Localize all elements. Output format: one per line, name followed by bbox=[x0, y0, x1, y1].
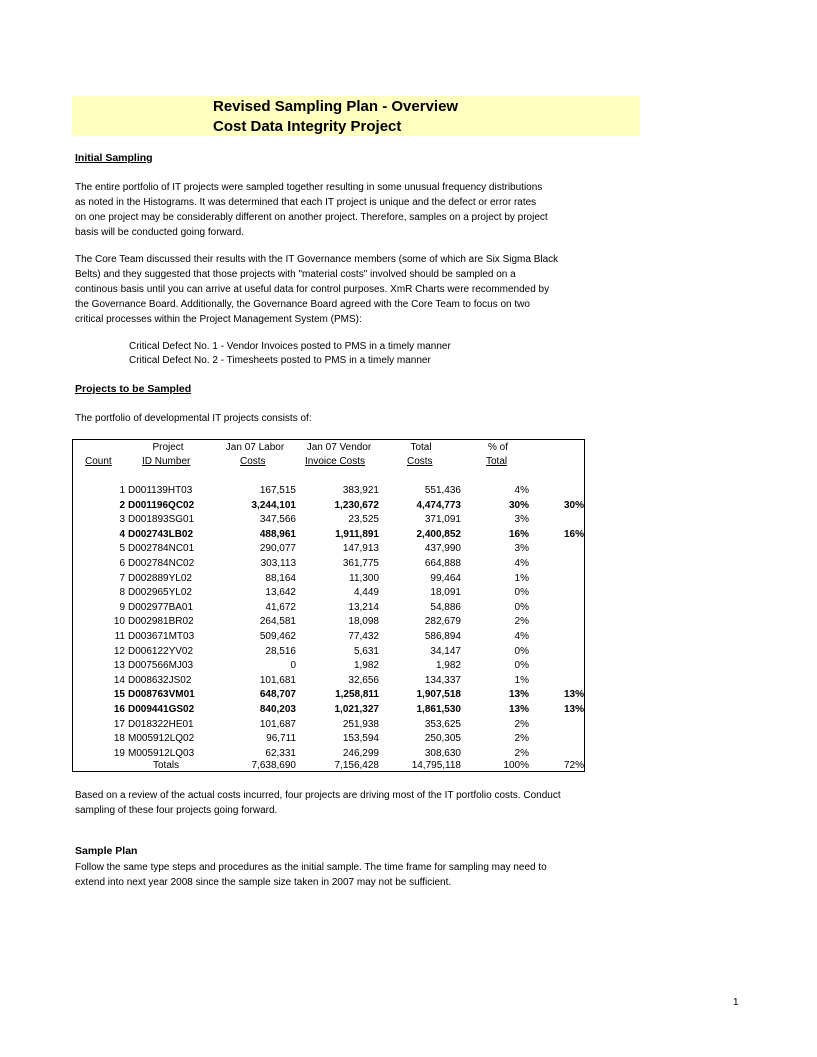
cell-total-costs: 250,305 bbox=[424, 733, 461, 745]
cell-pct-total: 13% bbox=[508, 689, 529, 701]
cell-vendor-costs: 246,299 bbox=[342, 747, 379, 759]
cell-count: 10 bbox=[113, 616, 125, 628]
cell-total-costs: 54,886 bbox=[430, 601, 461, 613]
cell-project-id: D001196QC02 bbox=[128, 499, 195, 511]
cell-project-id: D003671MT03 bbox=[128, 631, 195, 642]
cell-labor-costs: 488,961 bbox=[259, 528, 296, 540]
cell-count: 13 bbox=[113, 660, 125, 672]
initial-sampling-heading: Initial Sampling bbox=[75, 152, 153, 164]
cell-project-id: D002743LB02 bbox=[128, 528, 194, 540]
cell-vendor-costs: 147,913 bbox=[342, 543, 379, 555]
cell-labor-costs: 509,462 bbox=[259, 631, 296, 642]
cell-vendor-costs: 153,594 bbox=[342, 733, 379, 745]
cell-vendor-costs: 23,525 bbox=[348, 514, 379, 526]
project-cost-table bbox=[72, 439, 585, 772]
cell-project-id: D008763VM01 bbox=[128, 689, 195, 701]
initial-sampling-paragraph-2 bbox=[75, 252, 625, 327]
header-invoice-costs: Invoice Costs bbox=[305, 456, 366, 467]
header-total: Total bbox=[410, 442, 432, 453]
cell-project-id: D002965YL02 bbox=[128, 587, 192, 599]
cell-project-id: M005912LQ02 bbox=[128, 733, 195, 745]
cell-vendor-costs: 4,449 bbox=[353, 587, 379, 599]
cell-count: 18 bbox=[113, 733, 125, 745]
header-labor: Jan 07 Labor bbox=[225, 442, 285, 453]
cell-pct-total: 0% bbox=[514, 601, 529, 613]
cell-vendor-costs: 11,300 bbox=[349, 572, 379, 584]
header-pct-total: Total bbox=[486, 456, 508, 467]
cell-total-costs: 1,982 bbox=[435, 660, 461, 672]
cell-pct-total: 2% bbox=[514, 718, 529, 730]
cell-project-id: D002977BA01 bbox=[128, 601, 194, 613]
totals-total: 14,795,118 bbox=[411, 760, 461, 771]
cell-labor-costs: 62,331 bbox=[265, 747, 296, 759]
cell-highlight-pct: 30% bbox=[563, 499, 584, 511]
totals-labor: 7,638,690 bbox=[251, 760, 296, 771]
sample-plan-heading: Sample Plan bbox=[75, 845, 138, 857]
cell-count: 8 bbox=[119, 587, 125, 599]
cell-count: 15 bbox=[113, 689, 125, 701]
paragraph-line: the Governance Board. Additionally, the Governance Board agreed with the Core Team to focus on two bbox=[75, 299, 530, 310]
paragraph-line: critical processes within the Project Management System (PMS): bbox=[75, 314, 362, 325]
cell-pct-total: 2% bbox=[514, 747, 529, 759]
sample-plan-paragraph bbox=[75, 860, 625, 890]
cell-total-costs: 4,474,773 bbox=[416, 499, 461, 511]
cell-total-costs: 99,464 bbox=[430, 572, 461, 584]
cell-project-id: D002981BR02 bbox=[128, 616, 194, 628]
paragraph-line: The entire portfolio of IT projects were sampled together resulting in some unusual frequency distributions bbox=[75, 182, 543, 193]
cell-count: 7 bbox=[119, 572, 125, 584]
cell-total-costs: 134,337 bbox=[424, 674, 461, 686]
cell-pct-total: 2% bbox=[514, 733, 529, 745]
cell-pct-total: 3% bbox=[514, 543, 529, 555]
totals-vendor: 7,156,428 bbox=[334, 760, 379, 771]
conclusion-paragraph bbox=[75, 788, 625, 818]
cell-pct-total: 30% bbox=[508, 499, 529, 511]
cell-pct-total: 0% bbox=[514, 645, 529, 657]
document-title: Revised Sampling Plan - Overview bbox=[213, 98, 459, 115]
cell-project-id: D002889YL02 bbox=[128, 572, 192, 584]
paragraph-line: The portfolio of developmental IT projects consists of: bbox=[75, 413, 312, 424]
cell-labor-costs: 264,581 bbox=[259, 616, 296, 628]
cell-labor-costs: 13,642 bbox=[265, 587, 296, 599]
cell-labor-costs: 840,203 bbox=[259, 704, 296, 715]
cell-count: 5 bbox=[119, 543, 125, 555]
header-total-costs: Costs bbox=[407, 456, 433, 467]
cell-labor-costs: 3,244,101 bbox=[251, 499, 296, 511]
cell-vendor-costs: 1,258,811 bbox=[335, 689, 379, 701]
cell-vendor-costs: 1,982 bbox=[353, 660, 379, 672]
cell-total-costs: 551,436 bbox=[424, 485, 461, 496]
totals-pct: 100% bbox=[503, 760, 529, 771]
initial-sampling-paragraph-1 bbox=[75, 180, 625, 240]
cell-count: 12 bbox=[113, 645, 125, 657]
paragraph-line: Belts) and they suggested that those projects with "material costs" involved should be sampled on a bbox=[75, 269, 516, 280]
document-subtitle: Cost Data Integrity Project bbox=[213, 118, 402, 135]
cell-project-id: D001893SG01 bbox=[128, 514, 195, 526]
cell-vendor-costs: 5,631 bbox=[353, 645, 379, 657]
cell-project-id: D006122YV02 bbox=[128, 645, 194, 657]
cell-labor-costs: 303,113 bbox=[260, 558, 296, 569]
paragraph-line: Based on a review of the actual costs incurred, four projects are driving most of the IT portfolio costs. Conduct bbox=[75, 790, 561, 801]
cell-labor-costs: 0 bbox=[290, 660, 296, 672]
cell-labor-costs: 347,566 bbox=[259, 514, 296, 526]
header-labor-costs: Costs bbox=[240, 456, 266, 467]
cell-project-id: D007566MJ03 bbox=[128, 660, 194, 672]
cell-total-costs: 1,907,518 bbox=[416, 689, 461, 701]
cell-count: 14 bbox=[113, 674, 125, 686]
projects-heading: Projects to be Sampled bbox=[75, 383, 192, 395]
header-id-number: ID Number bbox=[142, 456, 191, 467]
cell-vendor-costs: 1,230,672 bbox=[334, 499, 379, 511]
cell-highlight-pct: 13% bbox=[563, 704, 584, 715]
cell-labor-costs: 290,077 bbox=[259, 543, 296, 555]
cell-project-id: D018322HE01 bbox=[128, 718, 194, 730]
cell-labor-costs: 101,681 bbox=[259, 674, 296, 686]
page-number: 1 bbox=[733, 997, 739, 1008]
cell-vendor-costs: 251,938 bbox=[342, 718, 379, 730]
cell-pct-total: 1% bbox=[514, 572, 529, 584]
cell-labor-costs: 41,672 bbox=[265, 601, 296, 613]
cell-pct-total: 3% bbox=[514, 514, 529, 526]
cell-count: 4 bbox=[119, 528, 125, 540]
paragraph-line: on one project may be considerably different on another project. Therefore, samples on a project by project bbox=[75, 212, 548, 223]
cell-vendor-costs: 383,921 bbox=[342, 485, 379, 496]
cell-pct-total: 16% bbox=[508, 528, 529, 540]
cell-vendor-costs: 1,911,891 bbox=[335, 528, 379, 540]
cell-labor-costs: 167,515 bbox=[259, 485, 296, 496]
projects-intro bbox=[75, 411, 625, 426]
cell-total-costs: 18,091 bbox=[430, 587, 461, 599]
cell-count: 3 bbox=[119, 514, 125, 526]
cell-count: 17 bbox=[113, 718, 125, 730]
cell-count: 16 bbox=[113, 704, 125, 715]
paragraph-line: The Core Team discussed their results with the IT Governance members (some of which are Six Sigma Black bbox=[75, 254, 559, 265]
paragraph-line: Follow the same type steps and procedures as the initial sample. The time frame for sampling may need to bbox=[75, 862, 547, 873]
cell-total-costs: 586,894 bbox=[424, 631, 461, 642]
cell-total-costs: 437,990 bbox=[424, 543, 461, 555]
cell-project-id: D002784NC01 bbox=[128, 543, 195, 555]
cell-labor-costs: 88,164 bbox=[265, 572, 296, 584]
cell-total-costs: 353,625 bbox=[424, 718, 461, 730]
cell-labor-costs: 101,687 bbox=[259, 718, 296, 730]
paragraph-line: sampling of these four projects going forward. bbox=[75, 805, 278, 816]
cell-count: 19 bbox=[113, 747, 125, 759]
paragraph-line: continous basis until you can arrive at useful data for control purposes. XmR Charts were recommended by bbox=[75, 284, 550, 295]
cell-vendor-costs: 18,098 bbox=[348, 616, 379, 628]
paragraph-line: basis will be conducted going forward. bbox=[75, 227, 244, 238]
cell-project-id: D008632JS02 bbox=[128, 674, 192, 686]
cell-pct-total: 1% bbox=[514, 674, 529, 686]
cell-pct-total: 4% bbox=[514, 631, 529, 642]
header-project: Project bbox=[152, 442, 184, 453]
cell-project-id: D002784NC02 bbox=[128, 558, 195, 569]
cell-total-costs: 2,400,852 bbox=[416, 528, 461, 540]
cell-labor-costs: 28,516 bbox=[265, 645, 296, 657]
cell-total-costs: 1,861,530 bbox=[416, 704, 461, 715]
cell-count: 11 bbox=[114, 631, 125, 642]
cell-total-costs: 34,147 bbox=[430, 645, 461, 657]
cell-count: 9 bbox=[119, 601, 125, 613]
totals-extra: 72% bbox=[563, 760, 584, 771]
header-count: Count bbox=[85, 456, 112, 467]
cell-total-costs: 282,679 bbox=[424, 616, 461, 628]
cell-pct-total: 0% bbox=[514, 660, 529, 672]
critical-defect-2: Critical Defect No. 2 - Timesheets posted to PMS in a timely manner bbox=[129, 355, 431, 366]
critical-defect-1: Critical Defect No. 1 - Vendor Invoices posted to PMS in a timely manner bbox=[129, 341, 451, 352]
cell-count: 1 bbox=[119, 485, 125, 496]
cell-highlight-pct: 16% bbox=[563, 528, 584, 540]
totals-label: Totals bbox=[153, 760, 180, 771]
header-vendor: Jan 07 Vendor bbox=[306, 442, 372, 453]
cell-project-id: M005912LQ03 bbox=[128, 747, 195, 759]
cell-project-id: D001139HT03 bbox=[128, 485, 193, 496]
cell-count: 2 bbox=[119, 499, 125, 511]
cell-pct-total: 13% bbox=[508, 704, 529, 715]
cell-highlight-pct: 13% bbox=[563, 689, 584, 701]
paragraph-line: as noted in the Histograms. It was determined that each IT project is unique and the defect or error rates bbox=[75, 197, 537, 208]
cell-project-id: D009441GS02 bbox=[128, 704, 195, 715]
cell-total-costs: 308,630 bbox=[424, 747, 461, 759]
cell-labor-costs: 96,711 bbox=[266, 733, 296, 745]
cell-pct-total: 2% bbox=[514, 616, 529, 628]
cell-total-costs: 664,888 bbox=[424, 558, 461, 569]
header-pct: % of bbox=[487, 442, 508, 453]
cell-pct-total: 4% bbox=[514, 558, 529, 569]
cell-pct-total: 0% bbox=[514, 587, 529, 599]
paragraph-line: extend into next year 2008 since the sample size taken in 2007 may not be sufficient. bbox=[75, 877, 452, 888]
cell-pct-total: 4% bbox=[514, 485, 529, 496]
cell-labor-costs: 648,707 bbox=[259, 689, 296, 701]
cell-vendor-costs: 77,432 bbox=[348, 631, 379, 642]
cell-vendor-costs: 32,656 bbox=[348, 674, 379, 686]
cell-vendor-costs: 361,775 bbox=[342, 558, 379, 569]
cell-vendor-costs: 1,021,327 bbox=[334, 704, 379, 715]
cell-total-costs: 371,091 bbox=[424, 514, 461, 526]
cell-count: 6 bbox=[119, 558, 125, 569]
cell-vendor-costs: 13,214 bbox=[348, 601, 379, 613]
